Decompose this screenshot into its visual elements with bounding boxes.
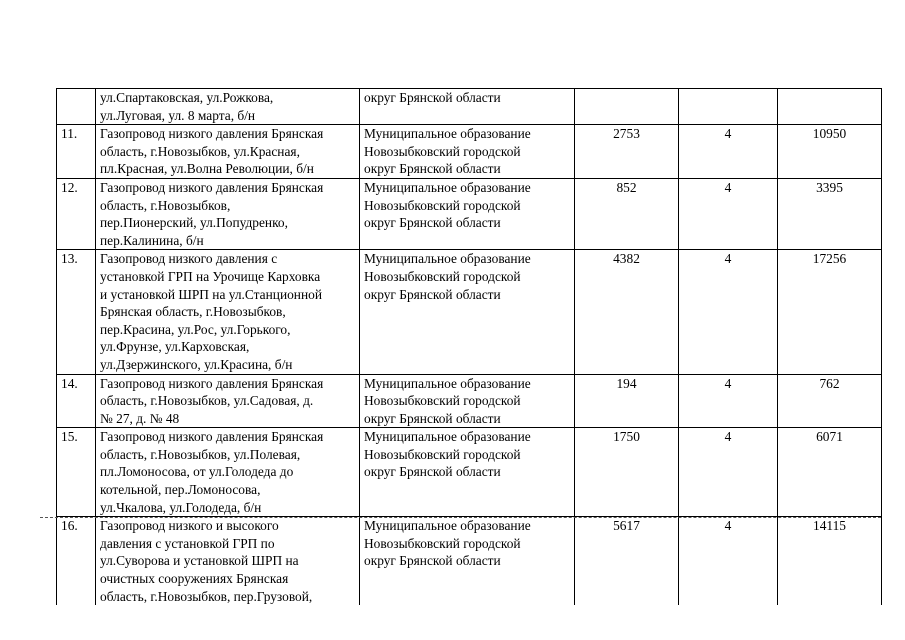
- text-line: область, г.Новозыбков, пер.Грузовой,: [100, 588, 313, 604]
- text-line: ул.Чкалова, ул.Голодеда, б/н: [100, 499, 262, 515]
- pipeline-register-table: [56, 88, 882, 605]
- length-value: 4382: [575, 250, 679, 374]
- pressure-value: [679, 89, 778, 125]
- text-line: область, г.Новозыбков, ул.Садовая, д.: [100, 393, 314, 409]
- owner-description: [360, 517, 575, 605]
- pressure-value: 4: [679, 178, 778, 249]
- text-line: Муниципальное образование: [364, 251, 531, 267]
- owner-description: [360, 428, 575, 517]
- text-line: пл.Ломоносова, от ул.Голодеда до: [100, 464, 294, 480]
- pressure-value: 4: [679, 250, 778, 374]
- volume-value: [778, 89, 882, 125]
- text-line: Муниципальное образование: [364, 375, 531, 391]
- text-line: Муниципальное образование: [364, 429, 531, 445]
- pipeline-description: [96, 125, 360, 179]
- text-line: область, г.Новозыбков, ул.Полевая,: [100, 446, 301, 462]
- owner-description: [360, 89, 575, 125]
- pipeline-description: [96, 374, 360, 428]
- text-line: Газопровод низкого давления с: [100, 251, 278, 267]
- text-line: Газопровод низкого и высокого: [100, 518, 279, 534]
- row-number: 14.: [57, 374, 96, 428]
- pressure-value: 4: [679, 517, 778, 605]
- text-line: Газопровод низкого давления Брянская: [100, 429, 324, 445]
- text-line: ул.Луговая, ул. 8 марта, б/н: [100, 107, 256, 123]
- text-line: Газопровод низкого давления Брянская: [100, 179, 324, 195]
- table-row: [57, 89, 882, 125]
- text-line: пер.Калинина, б/н: [100, 232, 204, 248]
- text-line: округ Брянской области: [364, 464, 501, 480]
- text-line: Газопровод низкого давления Брянская: [100, 126, 324, 142]
- row-number: 16.: [57, 517, 96, 605]
- text-line: округ Брянской области: [364, 553, 501, 569]
- text-line: область, г.Новозыбков,: [100, 197, 231, 213]
- volume-value: 6071: [778, 428, 882, 517]
- length-value: [575, 89, 679, 125]
- length-value: 194: [575, 374, 679, 428]
- table-body: [57, 89, 882, 606]
- text-line: Новозыбковский городской: [364, 268, 521, 284]
- text-line: округ Брянской области: [364, 90, 501, 105]
- table-row: [57, 178, 882, 249]
- text-line: давления с установкой ГРП по: [100, 535, 275, 551]
- row-number: [57, 89, 96, 125]
- text-line: Новозыбковский городской: [364, 197, 521, 213]
- text-line: Газопровод низкого давления Брянская: [100, 375, 324, 391]
- length-value: 2753: [575, 125, 679, 179]
- text-line: Муниципальное образование: [364, 518, 531, 534]
- table-row: [57, 517, 882, 605]
- text-line: очистных сооружениях Брянская: [100, 571, 289, 587]
- table-row: [57, 125, 882, 179]
- text-line: Муниципальное образование: [364, 179, 531, 195]
- text-line: Муниципальное образование: [364, 126, 531, 142]
- scan-dashed-line: [40, 517, 881, 518]
- row-number: 15.: [57, 428, 96, 517]
- row-number: 12.: [57, 178, 96, 249]
- volume-value: 3395: [778, 178, 882, 249]
- owner-description: [360, 374, 575, 428]
- text-line: Новозыбковский городской: [364, 143, 521, 159]
- length-value: 852: [575, 178, 679, 249]
- text-line: Новозыбковский городской: [364, 393, 521, 409]
- pipeline-description: [96, 178, 360, 249]
- text-line: пер.Пионерский, ул.Попудренко,: [100, 215, 288, 231]
- text-line: ул.Спартаковская, ул.Рожкова,: [100, 90, 274, 105]
- text-line: пл.Красная, ул.Волна Революции, б/н: [100, 161, 314, 177]
- text-line: округ Брянской области: [364, 410, 501, 426]
- owner-description: [360, 250, 575, 374]
- text-line: пер.Красина, ул.Рос, ул.Горького,: [100, 321, 291, 337]
- pipeline-description: [96, 517, 360, 605]
- pipeline-description: [96, 428, 360, 517]
- pressure-value: 4: [679, 374, 778, 428]
- owner-description: [360, 178, 575, 249]
- text-line: Новозыбковский городской: [364, 535, 521, 551]
- text-line: округ Брянской области: [364, 215, 501, 231]
- text-line: № 27, д. № 48: [100, 410, 180, 426]
- row-number: 13.: [57, 250, 96, 374]
- pressure-value: 4: [679, 125, 778, 179]
- length-value: 5617: [575, 517, 679, 605]
- volume-value: 10950: [778, 125, 882, 179]
- pressure-value: 4: [679, 428, 778, 517]
- text-line: округ Брянской области: [364, 286, 501, 302]
- table-row: [57, 374, 882, 428]
- text-line: котельной, пер.Ломоносова,: [100, 482, 261, 498]
- text-line: установкой ГРП на Урочище Карховка: [100, 268, 321, 284]
- text-line: область, г.Новозыбков, ул.Красная,: [100, 143, 300, 159]
- row-number: 11.: [57, 125, 96, 179]
- text-line: ул.Дзержинского, ул.Красина, б/н: [100, 356, 293, 372]
- volume-value: 762: [778, 374, 882, 428]
- text-line: ул.Суворова и установкой ШРП на: [100, 553, 299, 569]
- volume-value: 17256: [778, 250, 882, 374]
- table-row: [57, 250, 882, 374]
- pipeline-description: [96, 89, 360, 125]
- volume-value: 14115: [778, 517, 882, 605]
- text-line: Новозыбковский городской: [364, 446, 521, 462]
- text-line: Брянская область, г.Новозыбков,: [100, 304, 286, 320]
- text-line: и установкой ШРП на ул.Станционной: [100, 286, 322, 302]
- text-line: ул.Фрунзе, ул.Карховская,: [100, 339, 250, 355]
- pipeline-description: [96, 250, 360, 374]
- length-value: 1750: [575, 428, 679, 517]
- table-row: [57, 428, 882, 517]
- owner-description: [360, 125, 575, 179]
- text-line: округ Брянской области: [364, 161, 501, 177]
